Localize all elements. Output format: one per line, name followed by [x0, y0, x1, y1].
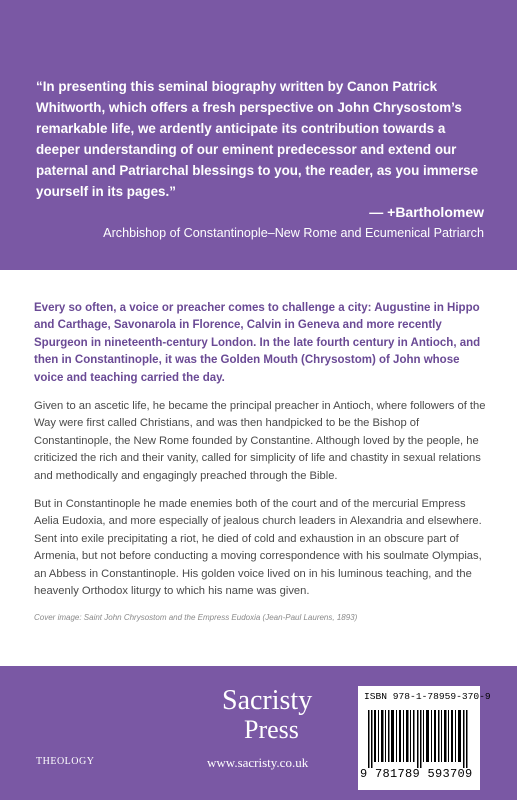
isbn-label: ISBN 978-1-78959-370-9	[364, 691, 491, 702]
endorsement-panel	[0, 0, 517, 270]
publisher-logo-line-1: Sacristy	[222, 685, 313, 716]
barcode-digits: 9 781789 593709	[360, 767, 473, 781]
barcode-icon	[366, 710, 472, 768]
description-lead: Every so often, a voice or preacher comes to challenge a city: Augustine in Hippo and Carthage, Savonarola in Florence, Calvin in Geneva and more recently Spurgeon in nineteenth-century London. In the late fourth century in Antioch, and then in Constantinople, it was the Golden Mouth (Chrysostom) of John whose voice and teaching carried the day.	[34, 302, 481, 384]
description-paragraph-2: But in Constantinople he made enemies both of the court and of the mercurial Empress Aelia Eudoxia, and more especially of jealous church leaders in Alexandria and elsewhere. Sent into exile precipitating a riot, he died of cold and exhaustion in an obscure part of Armenia, but not before conducting a moving correspondence with his soulmate Olympias, an Abbess in Constantinople. His golden voice lived on in his luminous teaching, and the heavenly Orthodox liturgy to which his name was given.	[34, 498, 482, 598]
book-description	[34, 300, 486, 622]
endorsement-author-title: Archbishop of Constantinople–New Rome and Ecumenical Patriarch	[103, 226, 484, 240]
publisher-logo	[222, 686, 312, 744]
category-label: THEOLOGY	[36, 756, 95, 767]
isbn-barcode-box	[358, 686, 491, 790]
description-paragraph-1: Given to an ascetic life, he became the principal preacher in Antioch, where followers of the Way were first called Christians, and was then handpicked to be the Bishop of Constantinople, the New Rome founded by Constantine. Although loved by the people, he criticized the rich and their vanity, called for simplicity of life and chastity in sexual relations and methodically and engagingly preached through the Bible.	[34, 400, 486, 482]
publisher-panel	[0, 666, 517, 800]
publisher-logo-line-2: Press	[244, 715, 299, 744]
publisher-website: www.sacristy.co.uk	[207, 755, 309, 770]
endorsement-quote: “In presenting this seminal biography written by Canon Patrick Whitworth, which offers a fresh perspective on John Chrysostom’s remarkable life, we ardently anticipate its contribution towards a deeper understanding of our eminent predecessor and extend our paternal and Patriarchal blessings to you, the reader, as you immerse yourself in its pages.”	[36, 79, 479, 199]
endorsement-author: — +Bartholomew	[369, 204, 484, 220]
cover-image-credit: Cover image: Saint John Chrysostom and the Empress Eudoxia (Jean-Paul Laurens, 1893)	[34, 612, 358, 622]
